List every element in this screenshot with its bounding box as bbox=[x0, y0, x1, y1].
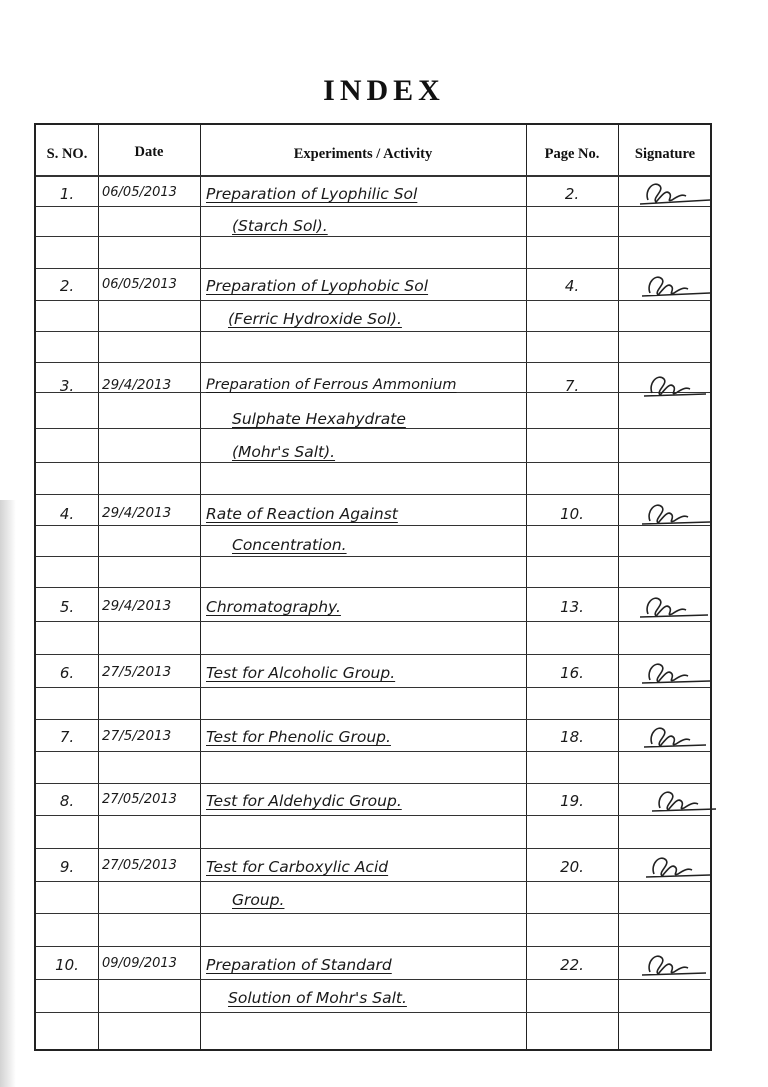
row-9-experiment-line-2: Group. bbox=[232, 891, 285, 909]
row-4-experiment-line-2: Concentration. bbox=[232, 536, 347, 554]
header-experiment: Experiments / Activity bbox=[293, 146, 433, 162]
ruled-line bbox=[36, 881, 710, 882]
ruled-line bbox=[36, 946, 710, 947]
row-10-date: 09/09/2013 bbox=[102, 956, 177, 971]
row-4-experiment-line-1: Rate of Reaction Against bbox=[206, 505, 398, 523]
ruled-line bbox=[36, 428, 710, 429]
row-3-experiment-line-2: Sulphate Hexahydrate bbox=[232, 410, 406, 428]
signature-mark bbox=[632, 786, 722, 816]
row-2-date: 06/05/2013 bbox=[102, 277, 177, 292]
header-rule bbox=[36, 175, 710, 177]
row-8-page: 19. bbox=[560, 792, 584, 810]
header-sno: S. NO. bbox=[46, 146, 88, 162]
row-6-sno: 6. bbox=[59, 664, 75, 682]
row-7-date: 27/5/2013 bbox=[102, 728, 172, 744]
row-7-page: 18. bbox=[560, 728, 584, 746]
row-2-sno: 2. bbox=[59, 277, 75, 295]
signature-mark bbox=[626, 658, 716, 688]
ruled-line bbox=[36, 979, 710, 980]
header-page: Page No. bbox=[544, 146, 600, 162]
signature-mark bbox=[626, 592, 716, 622]
signature-mark bbox=[626, 178, 716, 208]
row-1-experiment-line-1: Preparation of Lyophilic Sol bbox=[206, 185, 418, 203]
row-9-experiment-line-1: Test for Carboxylic Acid bbox=[206, 858, 389, 876]
index-table bbox=[34, 123, 712, 1051]
row-3-experiment-line-1: Preparation of Ferrous Ammonium bbox=[206, 377, 457, 393]
row-3-date: 29/4/2013 bbox=[102, 377, 172, 393]
header-date: Date bbox=[134, 144, 164, 160]
signature-mark bbox=[626, 499, 716, 529]
row-6-experiment-line-1: Test for Alcoholic Group. bbox=[206, 664, 396, 682]
ruled-line bbox=[36, 525, 710, 526]
ruled-line bbox=[36, 815, 710, 816]
page-title: INDEX bbox=[323, 74, 445, 107]
row-4-sno: 4. bbox=[59, 505, 75, 523]
row-9-sno: 9. bbox=[59, 858, 75, 876]
row-3-sno: 3. bbox=[59, 377, 75, 395]
row-8-experiment-line-1: Test for Aldehydic Group. bbox=[206, 792, 402, 810]
ruled-line bbox=[36, 654, 710, 655]
ruled-line bbox=[36, 362, 710, 363]
row-8-date: 27/05/2013 bbox=[102, 792, 177, 807]
row-3-experiment-line-3: (Mohr's Salt). bbox=[232, 443, 336, 461]
signature-mark bbox=[626, 950, 716, 980]
row-9-page: 20. bbox=[560, 858, 584, 876]
ruled-line bbox=[36, 687, 710, 688]
row-10-experiment-line-2: Solution of Mohr's Salt. bbox=[228, 989, 407, 1007]
row-2-experiment-line-2: (Ferric Hydroxide Sol). bbox=[228, 310, 402, 328]
signature-mark bbox=[626, 371, 716, 401]
ruled-line bbox=[36, 783, 710, 784]
ruled-line bbox=[36, 206, 710, 207]
row-5-page: 13. bbox=[560, 598, 584, 616]
row-3-page: 7. bbox=[564, 377, 580, 395]
row-5-sno: 5. bbox=[59, 598, 75, 616]
row-10-page: 22. bbox=[560, 956, 584, 974]
row-6-page: 16. bbox=[560, 664, 584, 682]
ruled-line bbox=[36, 236, 710, 237]
row-4-date: 29/4/2013 bbox=[102, 505, 172, 521]
ruled-line bbox=[36, 300, 710, 301]
ruled-line bbox=[36, 913, 710, 914]
row-2-experiment-line-1: Preparation of Lyophobic Sol bbox=[206, 277, 429, 295]
ruled-line bbox=[36, 848, 710, 849]
signature-mark bbox=[626, 271, 716, 301]
ruled-line bbox=[36, 268, 710, 269]
row-1-page: 2. bbox=[564, 185, 580, 203]
row-6-date: 27/5/2013 bbox=[102, 664, 172, 680]
row-9-date: 27/05/2013 bbox=[102, 858, 177, 873]
ruled-line bbox=[36, 331, 710, 332]
ruled-line bbox=[36, 462, 710, 463]
row-1-sno: 1. bbox=[59, 185, 75, 203]
ruled-line bbox=[36, 1012, 710, 1013]
row-10-experiment-line-1: Preparation of Standard bbox=[206, 956, 392, 974]
row-1-date: 06/05/2013 bbox=[102, 185, 177, 200]
ruled-line bbox=[36, 621, 710, 622]
row-10-sno: 10. bbox=[55, 956, 79, 974]
row-7-experiment-line-1: Test for Phenolic Group. bbox=[206, 728, 391, 746]
ruled-line bbox=[36, 587, 710, 588]
signature-mark bbox=[626, 722, 716, 752]
ruled-line bbox=[36, 751, 710, 752]
row-1-experiment-line-2: (Starch Sol). bbox=[232, 217, 328, 235]
signature-mark bbox=[626, 852, 716, 882]
header-signature: Signature bbox=[634, 146, 696, 162]
row-5-date: 29/4/2013 bbox=[102, 598, 172, 614]
row-2-page: 4. bbox=[564, 277, 580, 295]
ruled-line bbox=[36, 494, 710, 495]
row-4-page: 10. bbox=[560, 505, 584, 523]
book-edge-shadow bbox=[0, 500, 16, 1087]
row-8-sno: 8. bbox=[59, 792, 75, 810]
row-7-sno: 7. bbox=[59, 728, 75, 746]
row-5-experiment-line-1: Chromatography. bbox=[206, 598, 341, 616]
ruled-line bbox=[36, 719, 710, 720]
ruled-line bbox=[36, 556, 710, 557]
